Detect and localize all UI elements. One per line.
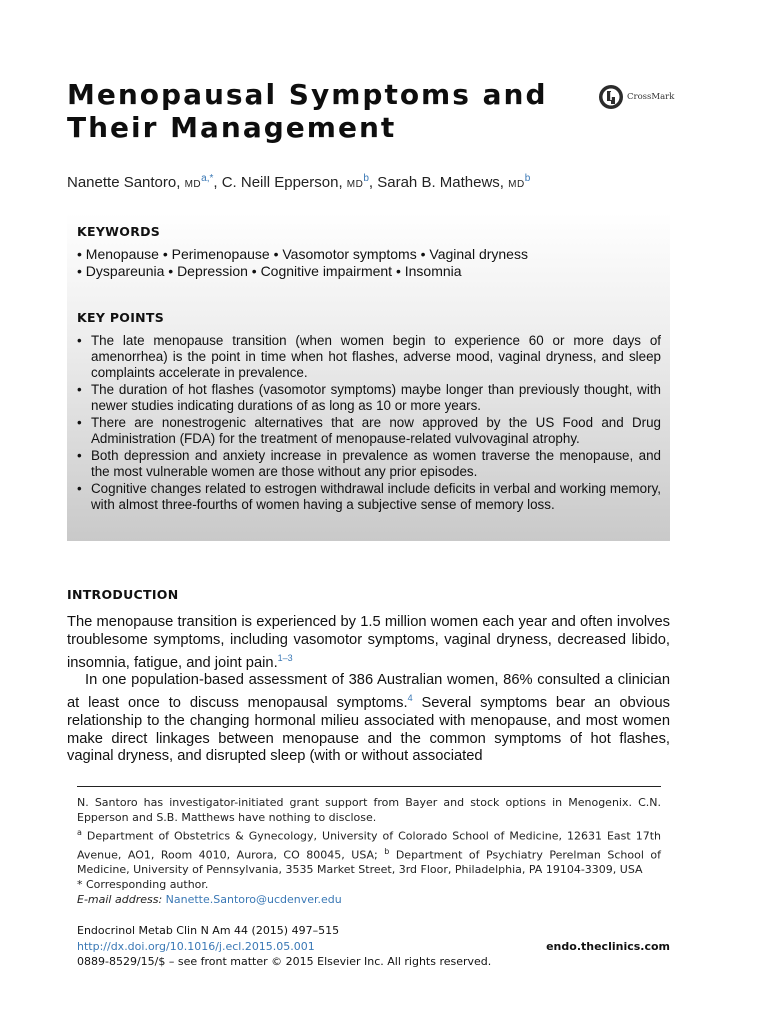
author-degree: MD — [184, 179, 202, 190]
author-name: Nanette Santoro, — [67, 174, 185, 191]
title-line-2: Their Management — [67, 111, 397, 144]
doi-link[interactable]: http://dx.doi.org/10.1016/j.ecl.2015.05.001 — [77, 939, 315, 953]
article-title — [67, 78, 548, 144]
affiliation-marker[interactable]: b — [524, 173, 531, 184]
key-point-item: • The late menopause transition (when women begin to experience 60 or more days of amenorrhea) is the point in time when hot flashes, adverse mood, vaginal dryness, and sleep complaints accelerate in prevalence. — [77, 333, 661, 381]
affiliation-marker[interactable]: b — [363, 173, 369, 184]
paragraph-text: The menopause transition is experienced by 1.5 million women each year and often involves troublesome symptoms, including vasomotor symptoms, vaginal dryness, decreased libido, insomnia, fatigue, and joint pain. — [67, 614, 670, 671]
affiliation-b: Department of Psychiatry Perelman School of Medicine, University of Pennsylvania, 3535 Market Street, 3rd Floor, Philadelphia, PA 19104-3309, USA — [77, 848, 662, 877]
key-point-item: • Both depression and anxiety increase in prevalence as women traverse the menopause, and the most vulnerable women are those without any prior episodes. — [77, 448, 661, 480]
author-degree: MD — [508, 179, 525, 190]
footnote-divider — [77, 786, 661, 787]
crossmark-label: CrossMark — [627, 92, 675, 102]
author-separator: , — [213, 174, 222, 191]
citation: Endocrinol Metab Clin N Am 44 (2015) 497–515 — [77, 924, 340, 937]
affiliation-a: Department of Obstetrics & Gynecology, University of Colorado School of Medicine, 12631 East 17th Avenue, AO1, Room 4010, Aurora, CO 80045, USA; — [77, 829, 661, 862]
email-label: E-mail address: — [77, 893, 163, 907]
author-degree: MD — [346, 179, 364, 190]
copyright: 0889-8529/15/$ – see front matter © 2015 Elsevier Inc. All rights reserved. — [77, 955, 492, 968]
paragraph-text: In one population-based assessment of 386 Australian women, 86% consulted a clinician at least once to discuss menopausal symptoms. — [67, 672, 670, 711]
affiliation-mark: a — [77, 828, 82, 837]
paragraph — [67, 614, 670, 672]
author-list — [67, 173, 530, 191]
affiliation-mark: b — [384, 846, 390, 856]
affiliations — [77, 825, 661, 877]
paragraph-text: Several symptoms bear an obvious relationship to the changing hormonal milieu associated with menopause, and most women make direct linkages between menopause and the common symptoms of hot flashes, vaginal dryness, and disrupted sleep (with or without associated — [67, 694, 671, 765]
key-point-item: • There are nonestrogenic alternatives that are now approved by the US Food and Drug Administration (FDA) for the treatment of menopause-related vulvovaginal atrophy. — [77, 415, 661, 447]
key-points-list — [77, 333, 661, 514]
keywords-keypoints-box — [67, 213, 670, 541]
affiliation-marker[interactable]: a,* — [201, 173, 214, 184]
keywords-heading: KEYWORDS — [77, 224, 161, 239]
author-name: C. Neill Epperson, — [221, 174, 347, 191]
key-point-item: • Cognitive changes related to estrogen withdrawal include deficits in verbal and working memory, with almost three-fourths of women having a subjective sense of memory loss. — [77, 481, 661, 513]
journal-info — [77, 923, 670, 970]
corresponding-author: * Corresponding author. — [77, 878, 209, 892]
reference-link[interactable]: 1–3 — [277, 652, 293, 663]
crossmark-icon — [598, 84, 624, 110]
introduction-heading: INTRODUCTION — [67, 587, 179, 602]
paragraph — [67, 672, 670, 766]
crossmark-badge[interactable] — [598, 84, 674, 110]
reference-link[interactable]: 4 — [407, 693, 413, 704]
journal-site[interactable]: endo.theclinics.com — [546, 939, 670, 953]
author-name: Sarah B. Mathews, — [377, 174, 509, 191]
footnotes — [77, 795, 661, 907]
email-line — [77, 892, 661, 907]
keywords-line: • Dyspareunia • Depression • Cognitive impairment • Insomnia — [77, 263, 462, 279]
key-point-item: • The duration of hot flashes (vasomotor symptoms) maybe longer than previously thought, with newer studies indicating durations of as long as 10 or more years. — [77, 382, 661, 414]
keywords-line: • Menopause • Perimenopause • Vasomotor symptoms • Vaginal dryness — [77, 246, 528, 262]
introduction-body — [67, 614, 670, 766]
email-link[interactable]: Nanette.Santoro@ucdenver.edu — [165, 893, 342, 907]
title-line-1: Menopausal Symptoms and — [67, 78, 548, 111]
author-separator: , — [368, 174, 378, 191]
key-points-heading: KEY POINTS — [77, 310, 165, 325]
disclosure-note: N. Santoro has investigator-initiated grant support from Bayer and stock options in Menogenix. C.N. Epperson and S.B. Matthews have nothing to disclose. — [77, 796, 661, 824]
